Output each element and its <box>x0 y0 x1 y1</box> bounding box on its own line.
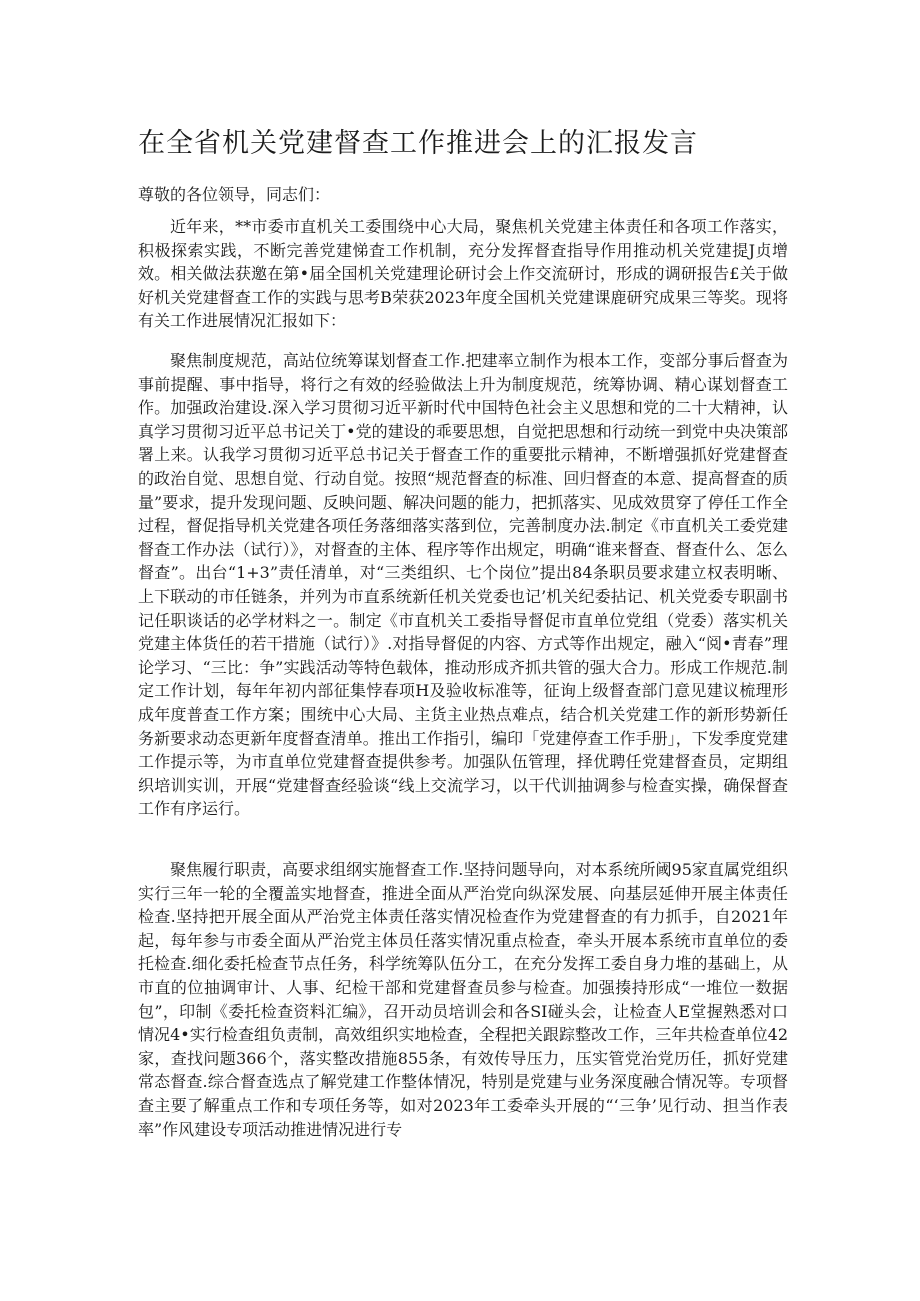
paragraph-intro: 近年来，**市委市直机关工委围绕中心大局，聚焦机关党建主体责任和各项工作落实，积极探索实践，不断完善党建悌査工作机制，充分发挥督査指导作用推动机关党建提J贞增效。相关做法获邀在第•届全国机关党建理论研讨会上作交流研讨，形成的调研报告£关于做好机关党建督查工作的实践与思考B荣获2023年度全国机关党建课鹿研究成果三等奖。现将有关工作进展情况汇报如下： <box>138 217 788 331</box>
document-title: 在全省机关党建督查工作推进会上的汇报发言 <box>138 128 698 159</box>
salutation: 尊敬的各位领导，同志们： <box>138 185 331 204</box>
paragraph-duty-performance: 聚焦履行职责，高要求组纲实施督查工作.坚持问题导向，对本系统所阈95家直属党组织实行三年一轮的全覆盖实地督查，推进全面从严治党向纵深发展、向基层延伸开展主体责任检查.坚持把开展全面从严治党主体责任落实情况检查作为党建督查的有力抓手，自2021年起，每年参与市委全面从严治党主体员任落实情况重点检查，牵头开展本系统市直单位的委托检查.细化委托检查节点任务，科学统筹队伍分工，在充分发挥工委自身力堆的基础上，从市直的位抽调审计、人事、纪检干部和党建督查员参与检查。加强揍持形成“一堆位一数据包”，印制《委托检查资料汇编》，召开动员培训会和各SI碰头会，让检查人E堂握熟悉对口情况4•实行检查组负责制，高效组织实地检查，全程把关跟踪整改工作，三年共检查单位42家，查找问题366个，落实整改措施855条，有效传导压力，压实管党治党历任，抓好党建常态督查.综合督查选点了解党建工作整体情况，特别是党建与业务深度融合情况等。专项督查主要了解重点工作和专项任务等，如对2023年工委牵头开展的“‘三争’见行动、担当作表率”作风建设专项活动推进情况进行专 <box>138 860 788 1139</box>
paragraph-institutional-norms: 聚焦制度规范，高站位统筹谋划督查工作.把建率立制作为根本工作，变部分事后督查为事前提醒、事中指导，将行之有效的经验做法上升为制度规范，统筹协调、精心谋划督查工作。加强政治建设.深入学习贯彻习近平新时代中国特色社会主义思想和党的二十大精神，认真学习贯彻习近平总书记关丁•党的建设的乖要思想，自觉把思想和行动统一到党中央决策部署上来。认我学习贯彻习近平总书记关于督查工作的重要批示精神，不断增强抓好党建督查的政治自觉、思想自觉、行动自觉。按照“规范督查的标准、回归督查的本意、提高督查的质量”要求，提升发现问题、反映问题、解决问题的能力，把抓落实、见成效贯穿了停任工作全过程，督促指导机关党建各项任务落细落实落到位，完善制度办法.制定《市直机关工委党建督查工作办法（试行）》，对督查的主体、程序等作出规定，明确“谁来督查、督查什么、怎么督查”。出台“1+3”责任清单，对“三类组织、七个岗位”提出84条职员要求建立权表明晰、上下联动的市任链条，并列为市直系统新任机关党委也记’机关纪委拈记、机关党委专职副书记任职谈话的必学材料之一。制定《市直机关工委指导督促市直单位党组（党委）落实机关党建主体货任的若干措施（试行）》.对指导督促的内容、方式等作出规定，融入“阅•青春”理论学习、“三比：争”实践活动等特色载体，推动形成齐抓共管的强大合力。形成工作规范.制定工作计划，每年年初内部征集悖春项H及验收标准等，征询上级督查部门意见建议梳理形成年度普查工作方案；围统中心大局、主货主业热点难点，结合机关党建工作的新形势新任务新要求动态更新年度督查清单。推出工作指引，编印「党建停查工作手册」，下发季度党建工作提示等，为市直单位党建督查提供参考。加强队伍管理，择优聘任党建督查员，定期组织培训实训，开展“党建督查经验谈“线上交流学习，以干代训抽调参与检查实操，确保督查工作有序运行。 <box>138 351 788 819</box>
